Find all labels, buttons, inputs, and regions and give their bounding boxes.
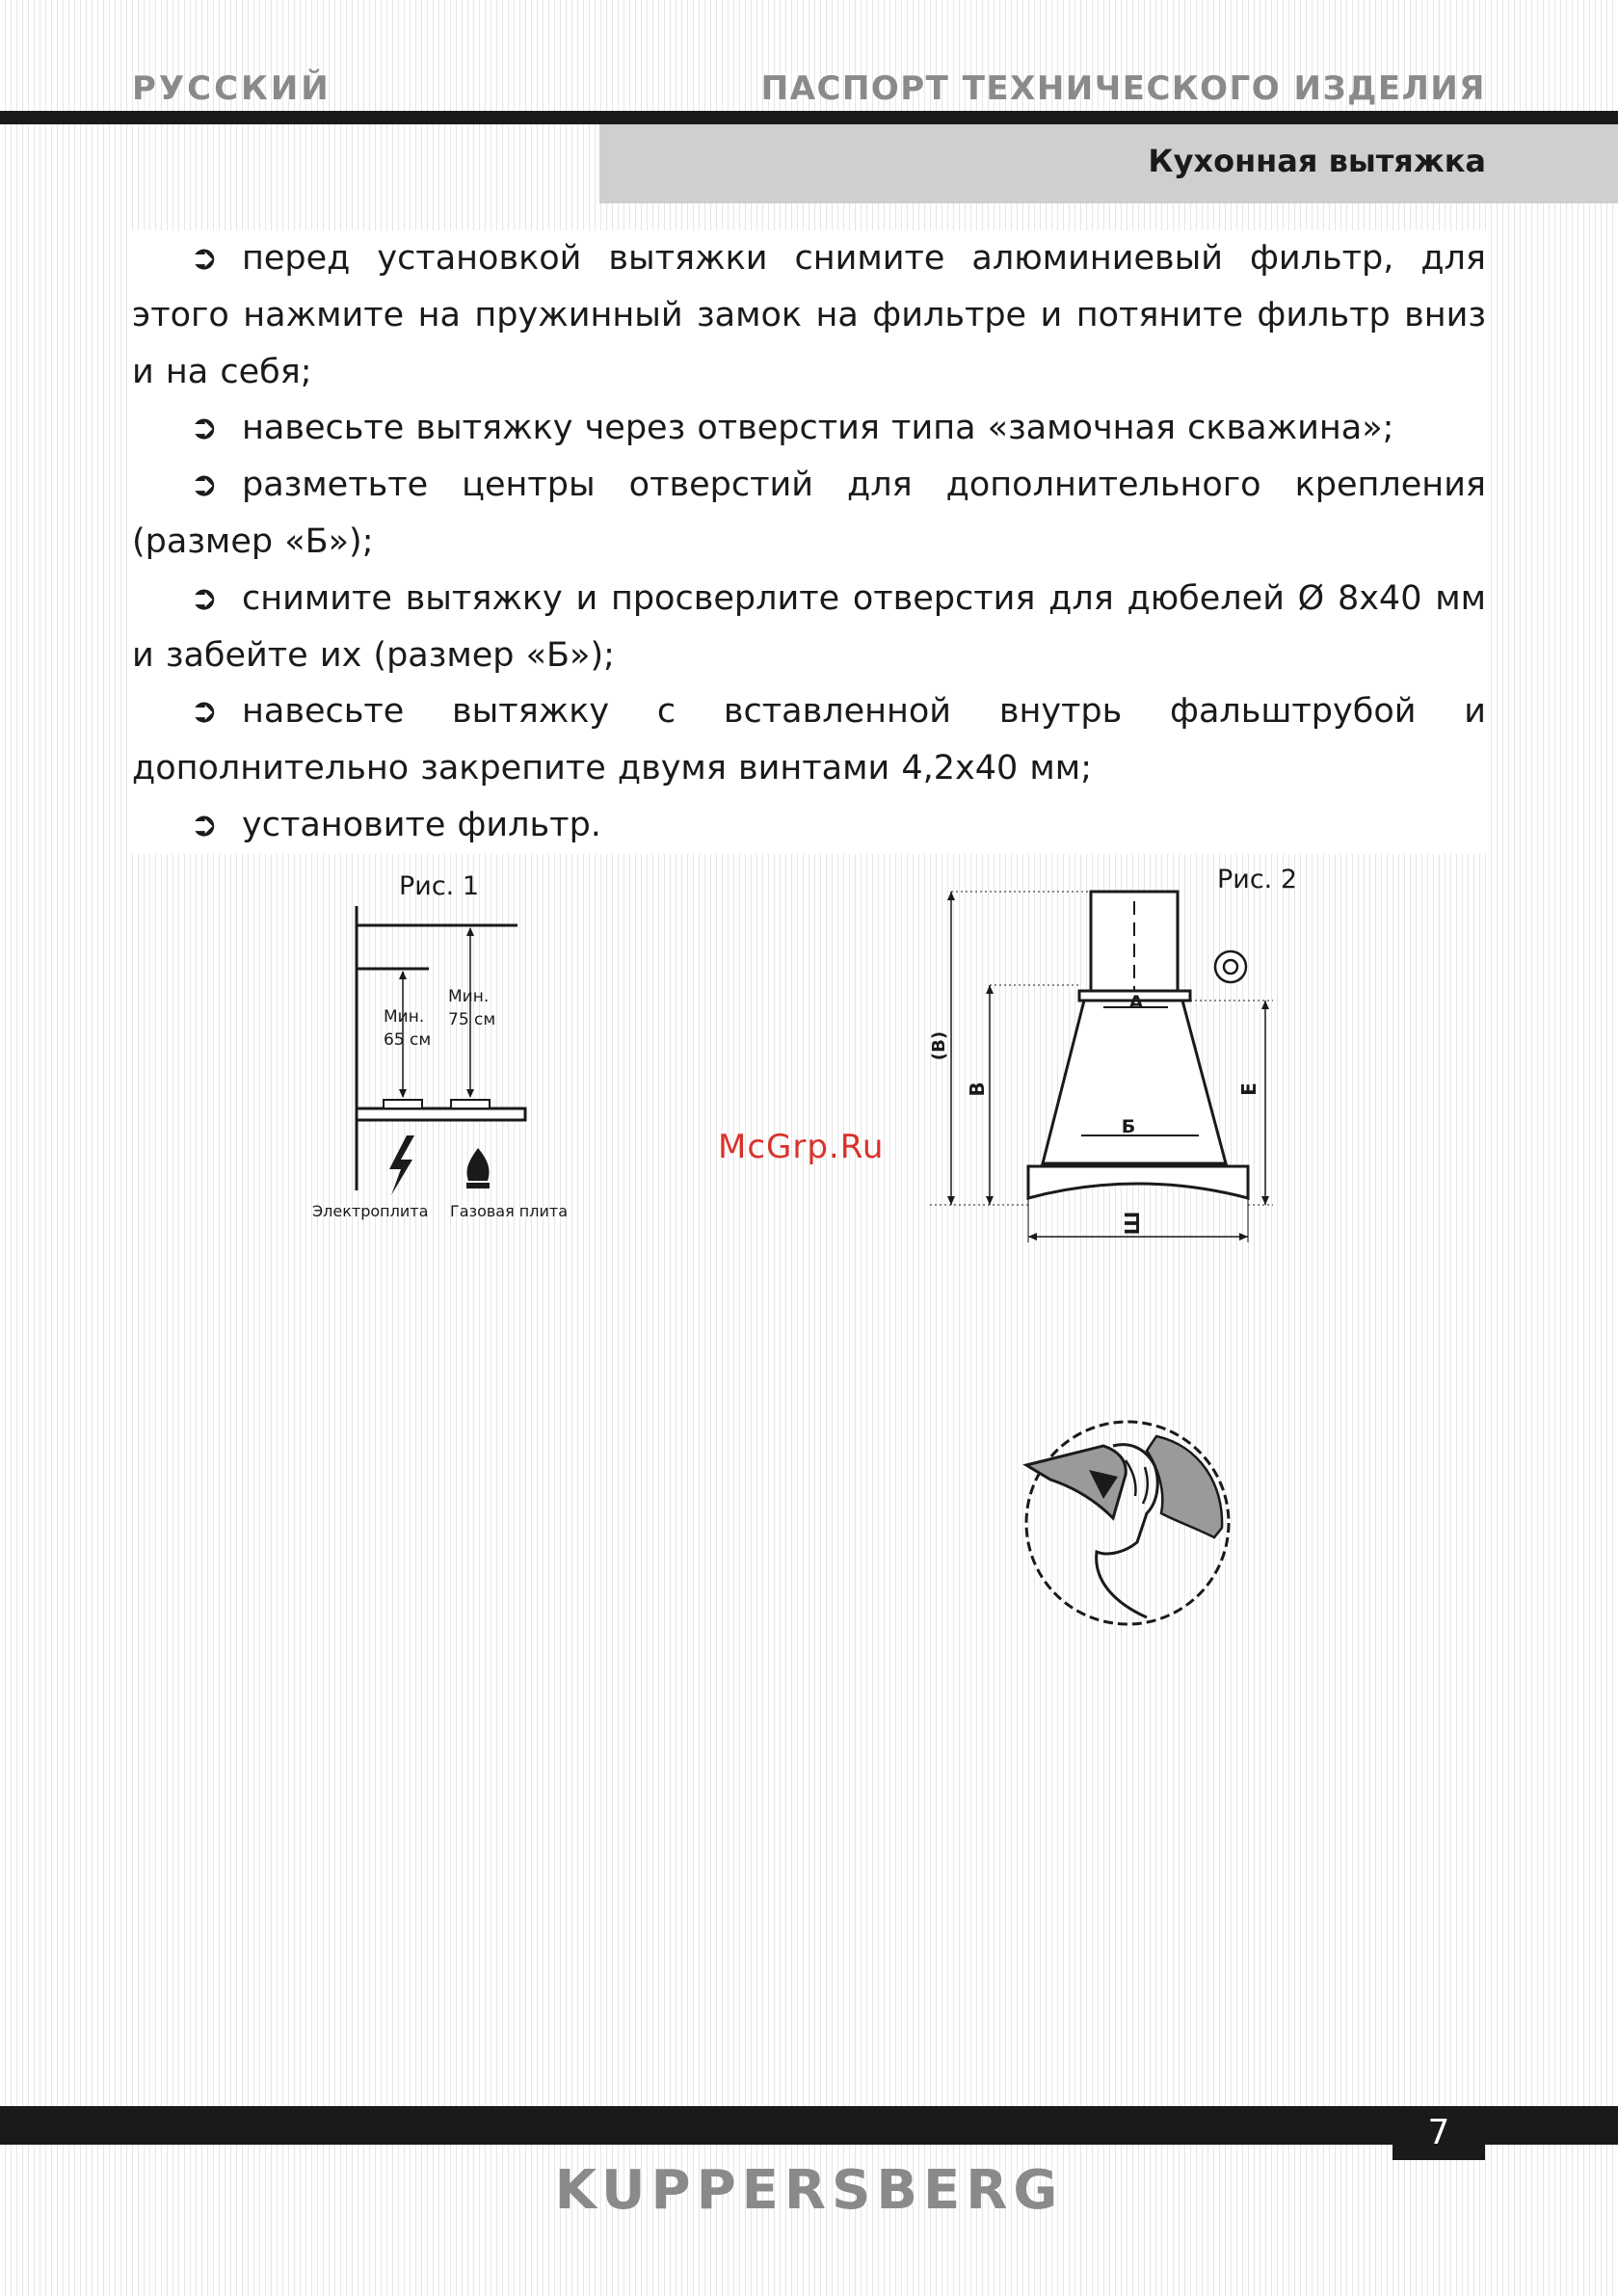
brand-logo: KUPPERSBERG — [554, 2159, 1064, 2222]
arrow-circle-icon: ➲ — [190, 239, 219, 278]
dimension-arrow — [466, 927, 474, 936]
filter-removal-illustration — [1012, 1407, 1243, 1639]
dimension-arrow — [399, 1089, 407, 1098]
hood-canopy — [1028, 1166, 1248, 1198]
figure-1-title: Рис. 1 — [399, 871, 480, 901]
dimension-a-label: A — [1128, 992, 1144, 1013]
footer-bar — [0, 2106, 1618, 2145]
figure-2-title: Рис. 2 — [1217, 865, 1298, 894]
hood-body — [1043, 1001, 1226, 1163]
electric-stove-label: Электроплита — [312, 1202, 429, 1220]
instruction-item: ➲ установите фильтр. — [132, 797, 1486, 854]
arrow-circle-icon: ➲ — [190, 409, 219, 448]
figure-1-installation-height — [299, 863, 578, 1229]
eye-icon — [1215, 951, 1246, 982]
dimension-b-label: Б — [1121, 1116, 1136, 1137]
gas-min-label: Мин. — [448, 987, 490, 1006]
instruction-list — [132, 230, 1486, 854]
dimension-e-label: E — [1237, 1082, 1260, 1096]
header-divider — [0, 111, 1618, 124]
arrow-circle-icon: ➲ — [190, 578, 219, 618]
document-title: ПАСПОРТ ТЕХНИЧЕСКОГО ИЗДЕЛИЯ — [760, 69, 1486, 108]
gas-min-value: 75 см — [448, 1010, 496, 1029]
lightning-icon — [389, 1135, 414, 1195]
gas-stove-label: Газовая плита — [450, 1202, 569, 1220]
arrow-circle-icon: ➲ — [190, 805, 219, 844]
figure-2-hood-dimensions — [929, 853, 1298, 1258]
electric-min-label: Мин. — [384, 1007, 425, 1027]
language-label: РУССКИЙ — [132, 69, 332, 108]
dimension-v-label: B — [966, 1081, 989, 1097]
instruction-item: ➲ перед установкой вытяжки снимите алюминиевый фильтр, для этого нажмите на пружинный замок на фильтре и потяните фильтр вниз и на себя; — [132, 230, 1486, 400]
page-number: 7 — [1393, 2106, 1485, 2160]
dimension-arrow — [466, 1089, 474, 1098]
dimension-sh-label: Ш — [1121, 1211, 1144, 1236]
gas-flame-icon — [466, 1148, 490, 1188]
instruction-item: ➲ разметьте центры отверстий для дополнительного крепления (размер «Б»); — [132, 457, 1486, 571]
arrow-circle-icon: ➲ — [190, 466, 219, 505]
finger-lines — [1126, 1460, 1148, 1504]
electric-burner — [384, 1100, 422, 1108]
arrow-circle-icon: ➲ — [190, 692, 219, 732]
dimension-v-total-label: (B) — [929, 1030, 949, 1061]
hob-surface — [357, 1108, 525, 1120]
dimension-arrow — [399, 971, 407, 979]
instruction-item: ➲ навесьте вытяжку с вставленной внутрь фальштрубой и дополнительно закрепите двумя винтами 4,2х40 мм; — [132, 683, 1486, 797]
gas-burner — [451, 1100, 490, 1108]
instruction-item: ➲ снимите вытяжку и просверлите отверстия для дюбелей Ø 8х40 мм и забейте их (размер «Б»); — [132, 571, 1486, 684]
electric-min-value: 65 см — [384, 1030, 432, 1050]
product-subtitle: Кухонная вытяжка — [1148, 143, 1486, 179]
instruction-item: ➲ навесьте вытяжку через отверстия типа «замочная скважина»; — [132, 400, 1486, 457]
watermark: McGrp.Ru — [718, 1128, 885, 1166]
